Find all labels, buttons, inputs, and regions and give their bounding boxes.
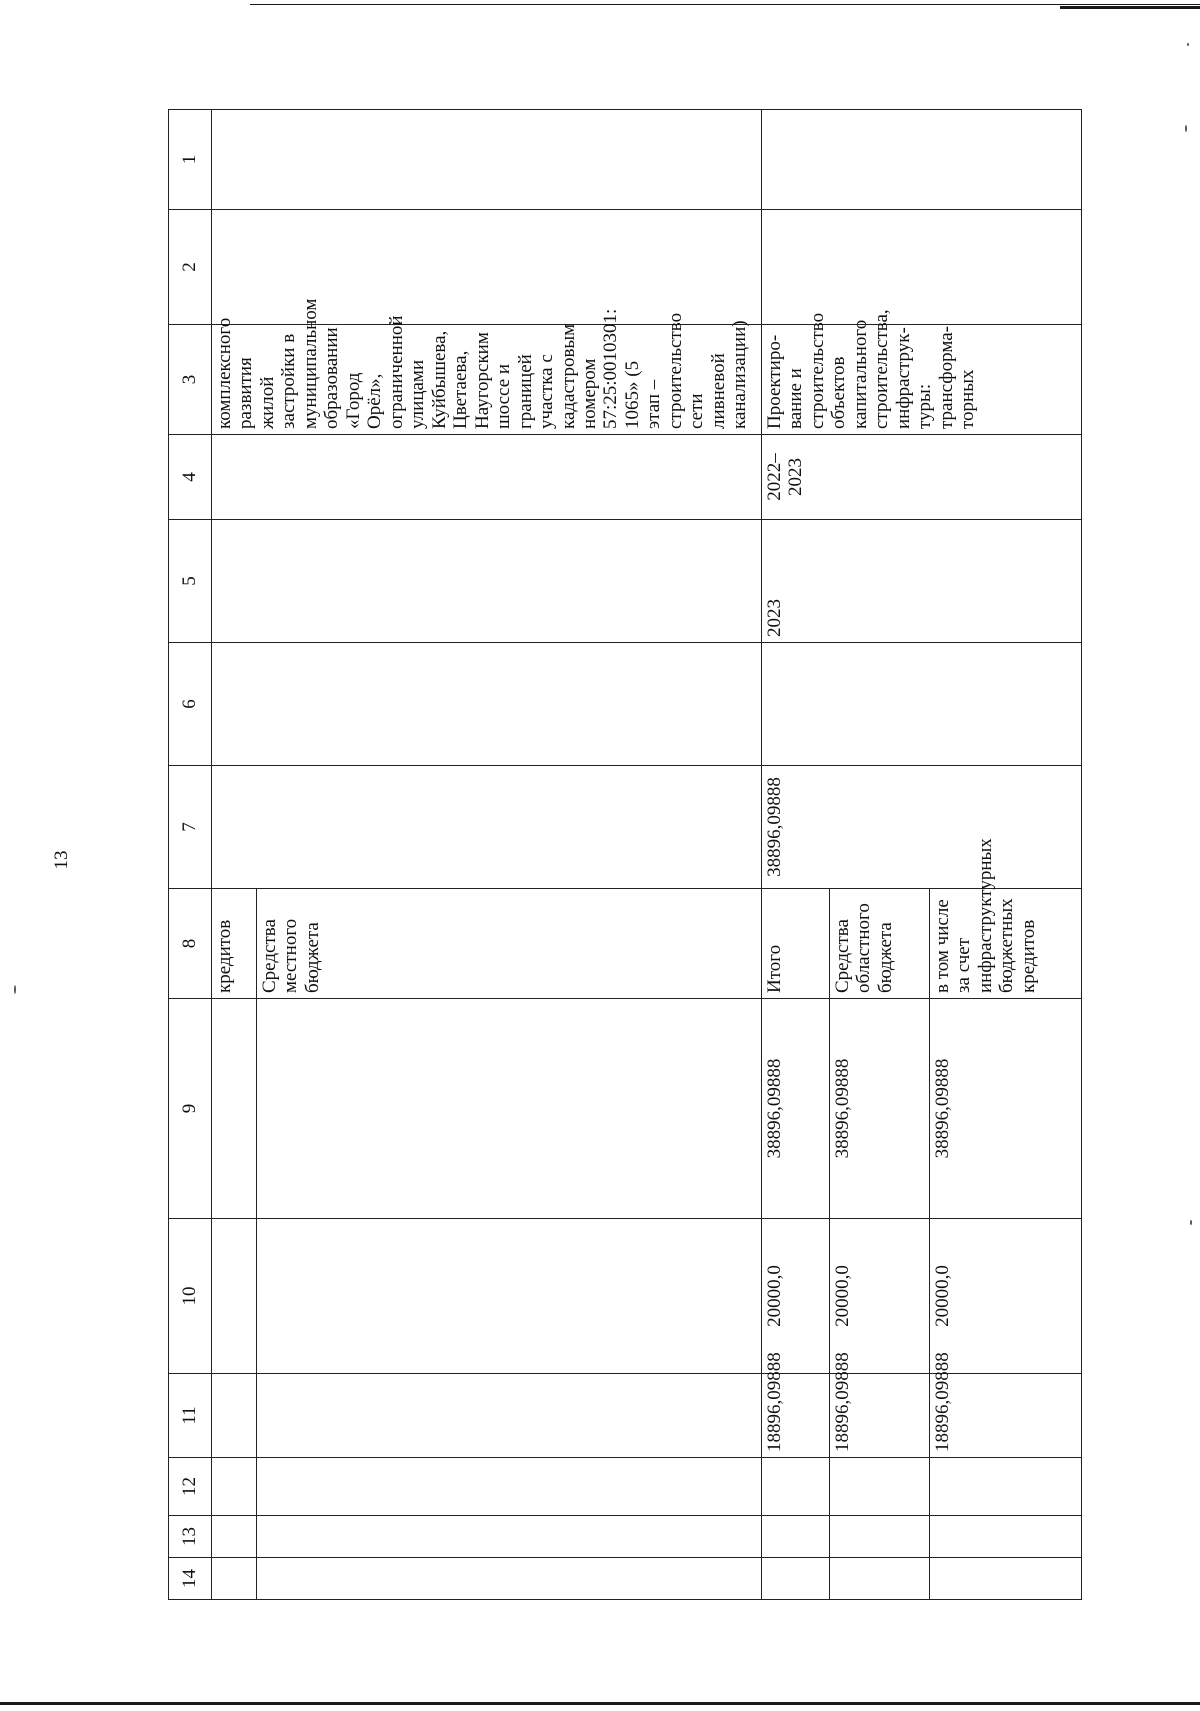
scan-speck: [1185, 125, 1187, 132]
column-number: 9: [169, 999, 212, 1219]
object-name-cell: Проектиро-вание и строительство объектов капитального строительства, инфраструк-туры: трансформа-торных: [762, 325, 1082, 435]
cell-col12: [257, 1458, 762, 1516]
column-number: 10: [169, 1219, 212, 1374]
cell-col10: [257, 1219, 762, 1374]
cell-col13: [762, 1516, 830, 1558]
value-col10: 20000,0: [762, 1219, 830, 1374]
cell-col14: [930, 1558, 1082, 1600]
funding-source-cell: Средства местного бюджета: [257, 889, 762, 999]
value-col10: 20000,0: [830, 1219, 930, 1374]
column-number: 2: [169, 210, 212, 325]
column-number: 12: [169, 1458, 212, 1516]
cell-col9: [212, 999, 257, 1219]
cell-col12: [930, 1458, 1082, 1516]
value-col10: 20000,0: [930, 1219, 1082, 1374]
cell-col14: [257, 1558, 762, 1600]
scan-top-line-thick: [1060, 6, 1200, 9]
value-col9: 38896,09888: [930, 999, 1082, 1219]
cell-col7: [212, 766, 762, 889]
funding-source-cell: в том числе за счет инфраструктурных бюджетных кредитов: [930, 889, 1082, 999]
column-number: 1: [169, 110, 212, 210]
rotated-table-wrapper: [168, 110, 1081, 1600]
program-table: [168, 109, 1082, 1600]
column-number: 4: [169, 435, 212, 520]
funding-source-cell: Итого: [762, 889, 830, 999]
value-col11: 18896,09888: [930, 1374, 1082, 1458]
value-col7: 38896,09888: [762, 766, 1082, 889]
cell-col1: [212, 110, 762, 210]
cell-col10: [212, 1219, 257, 1374]
cell-col13: [257, 1516, 762, 1558]
column-number: 11: [169, 1374, 212, 1458]
scan-speck: [1190, 1220, 1192, 1225]
funding-source-cell: Средства областного бюджета: [830, 889, 930, 999]
scan-speck: [14, 985, 16, 994]
column-number: 6: [169, 643, 212, 766]
cell-col5: [212, 520, 762, 643]
column-number-row: [169, 110, 212, 1600]
cell-col14: [212, 1558, 257, 1600]
value-col9: 38896,09888: [830, 999, 930, 1219]
cell-col12: [762, 1458, 830, 1516]
funding-source-cell: кредитов: [212, 889, 257, 999]
source-row-credits: [212, 110, 257, 1600]
cell-col2: [762, 210, 1082, 325]
object-name-cell: комплексного развития жилой застройки в муниципальном образовании «Город Орёл», ограниченной улицами Куйбышева, Цветаева, Наугорским шоссе и границей участка с кадастровым номером 57:25:0010301: 1065» (5 этап – строительство сети ливневой канализации): [212, 325, 762, 435]
column-number: 14: [169, 1558, 212, 1600]
column-number: 5: [169, 520, 212, 643]
column-number: 3: [169, 325, 212, 435]
cell-col12: [830, 1458, 930, 1516]
cell-col4: [212, 435, 762, 520]
cell-col9: [257, 999, 762, 1219]
value-col11: 18896,09888: [762, 1374, 830, 1458]
year-cell: 2023: [762, 520, 1082, 643]
scan-top-line: [250, 4, 1200, 5]
cell-col6: [212, 643, 762, 766]
cell-col14: [830, 1558, 930, 1600]
cell-col1: [762, 110, 1082, 210]
cell-col2: [212, 210, 762, 325]
scan-bottom-line: [0, 1702, 1200, 1705]
cell-col14: [762, 1558, 830, 1600]
cell-col13: [212, 1516, 257, 1558]
column-number: 8: [169, 889, 212, 999]
period-cell: 2022–2023: [762, 435, 1082, 520]
cell-col11: [257, 1374, 762, 1458]
cell-col12: [212, 1458, 257, 1516]
source-row-total: [762, 110, 830, 1600]
cell-col6: [762, 643, 1082, 766]
cell-col13: [930, 1516, 1082, 1558]
scan-speck: [1187, 43, 1189, 46]
cell-col13: [830, 1516, 930, 1558]
page-number: 13: [51, 850, 72, 870]
value-col9: 38896,09888: [762, 999, 830, 1219]
column-number: 13: [169, 1516, 212, 1558]
column-number: 7: [169, 766, 212, 889]
value-col11: 18896,09888: [830, 1374, 930, 1458]
cell-col11: [212, 1374, 257, 1458]
